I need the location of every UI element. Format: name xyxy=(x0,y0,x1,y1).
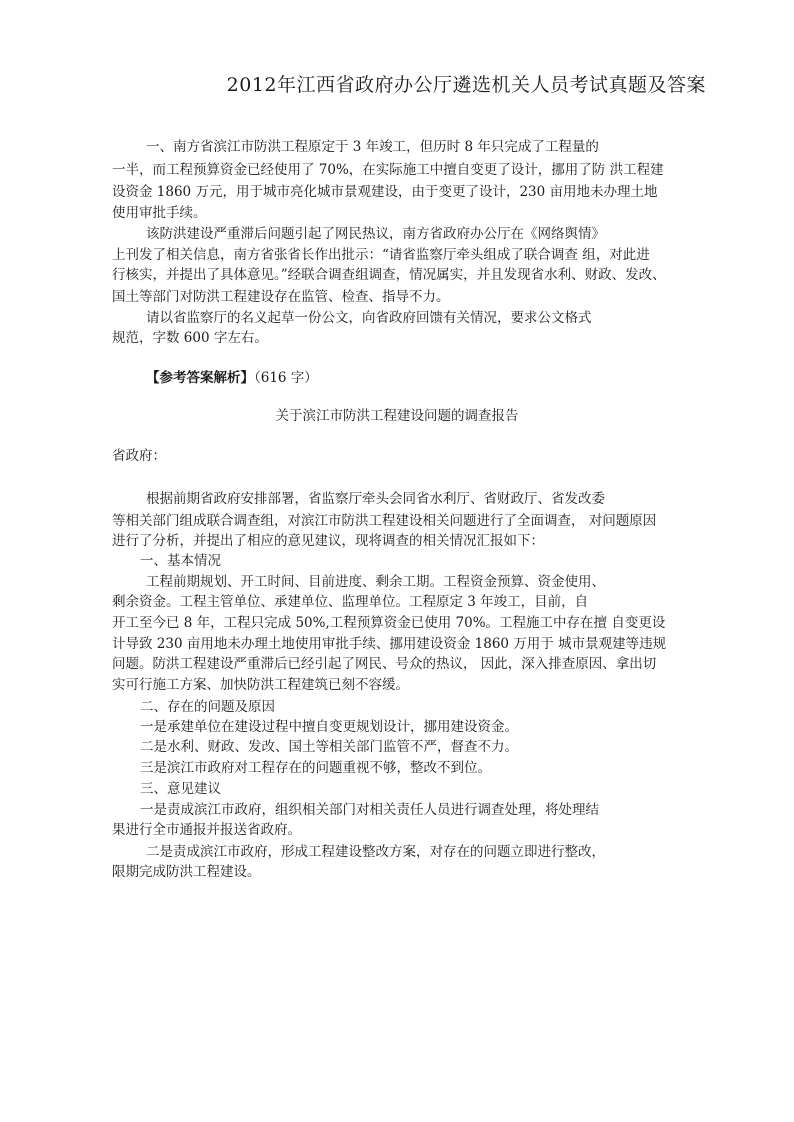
question-line: 国土等部门对防洪工程建设存在监管、检查、指导不力。 xyxy=(112,289,450,305)
question-line: 使用审批手续。 xyxy=(112,205,207,221)
report-line: 问题。防洪工程建设严重滞后已经引起了网民、号众的热议， 因此，深入排查原因、拿出切 xyxy=(112,656,657,672)
report-line: 开工至今已 8 年，工程只完成 50%,工程预算资金已使用 70%。工程施工中存在擅 自变更设 xyxy=(112,615,666,631)
report-title: 关于滨江市防洪工程建设问题的调查报告 xyxy=(275,408,519,424)
question-line: 该防洪建设严重滞后问题引起了网民热议，南方省政府办公厅在《网络舆情》 xyxy=(146,226,605,242)
report-line: 一是承建单位在建设过程中擅自变更规划设计，挪用建设资金。 xyxy=(140,719,518,735)
report-line: 工程前期规划、开工时间、目前进度、剩余工期。工程资金预算、资金使用、 xyxy=(146,574,605,590)
section-heading: 二、存在的问题及原因 xyxy=(140,699,275,715)
question-line: 设资金 1860 万元，用于城市亮化城市景观建设，由于变更了设计，230 亩用地未办理土地 xyxy=(112,184,658,200)
report-line: 根据前期省政府安排部署，省监察厅牵头会同省水利厅、省财政厅、省发改委 xyxy=(146,491,605,507)
report-line: 计导致 230 亩用地未办理土地使用审批手续、挪用建设资金 1860 万用于 城市景观建等违规 xyxy=(112,636,667,652)
question-line: 一、南方省滨江市防洪工程原定于 3 年竣工，但历时 8 年只完成了工程量的 xyxy=(146,139,599,155)
report-line: 实可行施工方案、加快防洪工程建筑已刻不容缓。 xyxy=(112,677,409,693)
report-line: 进行了分析，并提出了相应的意见建议，现将调查的相关情况汇报如下： xyxy=(112,533,544,549)
question-line: 规范，字数 600 字左右。 xyxy=(112,330,268,346)
document-title: 2012年江西省政府办公厅遴选机关人员考试真题及答案 xyxy=(226,74,706,96)
report-line: 一是责成滨江市政府，组织相关部门对相关责任人员进行调查处理，将处理结 xyxy=(140,802,599,818)
question-line: 一半，而工程预算资金已经使用了 70%，在实际施工中擅自变更了设计，挪用了防 洪工程建 xyxy=(112,162,664,178)
question-line: 请以省监察厅的名义起草一份公文，向省政府回馈有关情况，要求公文格式 xyxy=(146,310,592,326)
report-line: 二是责成滨江市政府，形成工程建设整改方案，对存在的问题立即进行整改， xyxy=(146,844,605,860)
report-line: 限期完成防洪工程建设。 xyxy=(112,864,261,880)
report-line: 二是水利、财政、发改、国土等相关部门监管不严，督查不力。 xyxy=(140,739,518,755)
report-line: 剩余资金。工程主管单位、承建单位、监理单位。工程原定 3 年竣工，目前，自 xyxy=(112,594,589,610)
report-line: 果进行全市通报并报送省政府。 xyxy=(112,822,301,838)
question-line: 行核实，并提出了具体意见。”经联合调查组调查，情况属实，并且发现省水利、财政、发改、 xyxy=(112,267,666,283)
report-line: 三是滨江市政府对工程存在的问题重视不够，整改不到位。 xyxy=(140,760,491,776)
answer-heading-row xyxy=(146,368,318,388)
question-line: 上刊发了相关信息，南方省张省长作出批示：“请省监察厅牵头组成了联合调查 组，对此进 xyxy=(112,247,650,263)
report-line: 等相关部门组成联合调查组，对滨江市防洪工程建设相关问题进行了全面调查， 对问题原因 xyxy=(112,513,657,529)
section-heading: 三、意见建议 xyxy=(140,781,221,797)
answer-heading: 【参考答案解析】 xyxy=(146,370,254,386)
section-heading: 一、基本情况 xyxy=(140,553,221,569)
answer-wordcount: （616 字） xyxy=(254,370,318,386)
salutation: 省政府： xyxy=(112,448,166,464)
